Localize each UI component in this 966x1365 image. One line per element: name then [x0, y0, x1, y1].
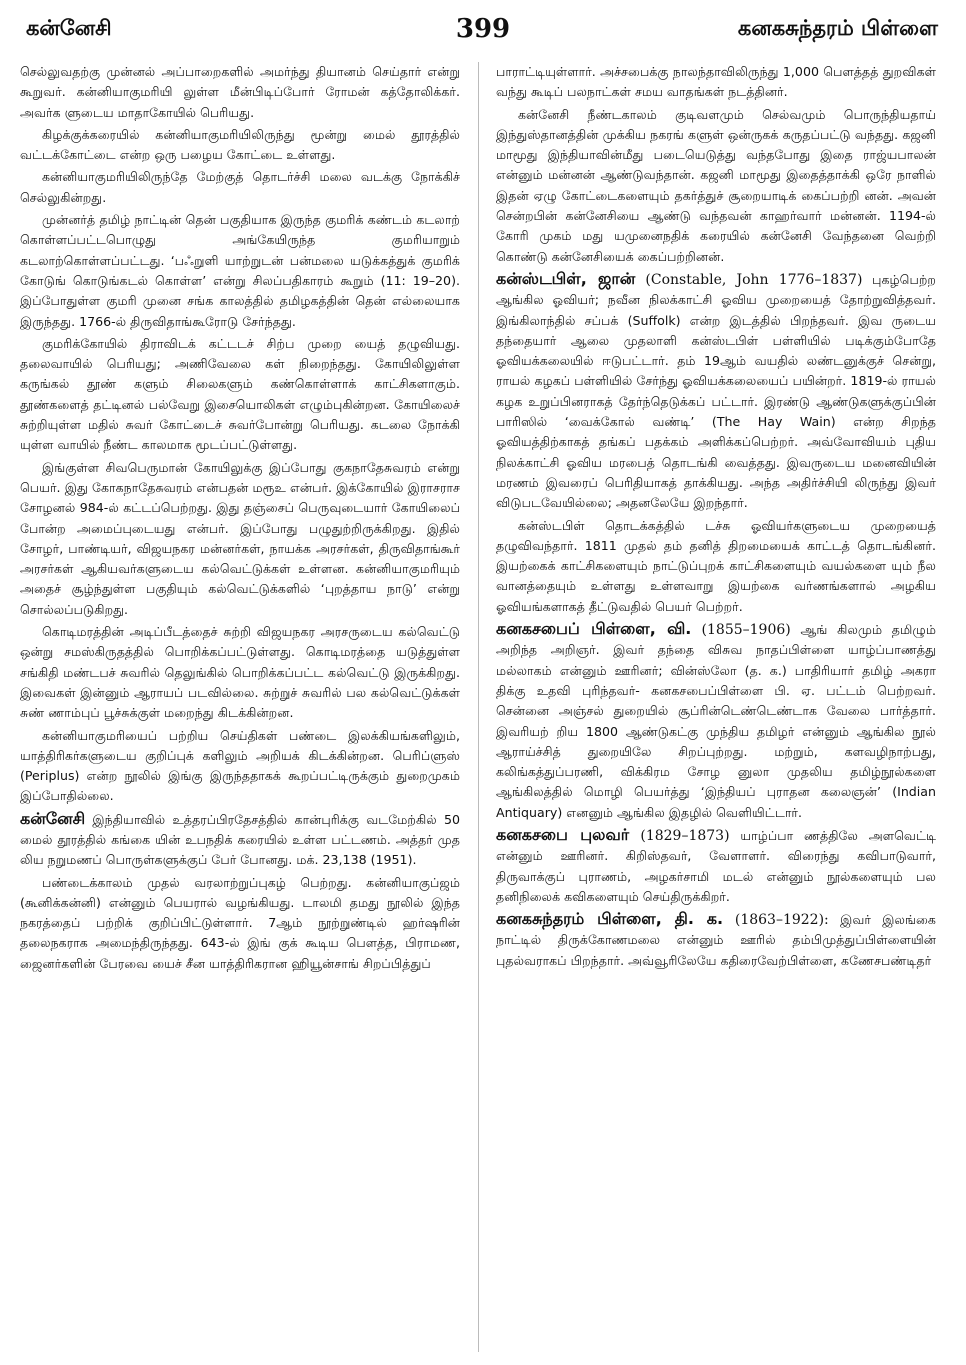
entry-headword: கன்னேசி [20, 808, 86, 828]
paragraph: பாராட்டியுள்ளார். அச்சபைக்கு நாலந்தாவிலிருந்து 1,000 பௌத்தத் துறவிகள் வந்து கூடிப் பலநாட்கள் சமய வாதங்கள் நடத்தினர். [496, 64, 936, 100]
entry-text: இவர் இலங்கை நாட்டில் திருக்கோணமலை என்னும் ஊரில் தம்பிமுத்துப்பிள்ளையின் புதல்வராகப் பிறந்தார். அவ்வூரிலேயே கதிரைவேற்பிள்ளை, கணேசபண்டிதர் [496, 912, 936, 968]
entry-text: இந்தியாவில் உத்தரப்பிரதேசத்தில் கான்புரிக்கு வடமேற்கில் 50 மைல் தூரத்தில் கங்கை யின் உபநதிக் கரையில் உள்ள பட்டணம். அத்தர் முத லிய நறுமணப் பொருள்களுக்குப் பேர் போனது. மக். 23,138 (1951). [20, 811, 460, 868]
paragraph: கன்னியாகுமரியிலிருந்தே மேற்குத் தொடர்ச்சி மலை வடக்கு நோக்கிச் செல்லுகின்றது. [20, 169, 460, 205]
entry-text: புகழ்பெற்ற ஆங்கில ஓவியர்; நவீன நிலக்காட்சி ஓவிய முறையைத் தோற்றுவித்தவர். இங்கிலாந்தில் சப்பக் (Suffolk) என்ற இடத்தில் பிறந்தவர். இவ ருடைய தந்தையார் ஆலை முதலாளி கன்ஸ்டபிள் பள்ளியில் படிக்கும்போதே ஓவியக்கலையில் ஈடுபட்டார். தம் 19ஆம் வயதில் லண்டனுக்குச் சென்று, ராயல் கழகப் பள்ளியில் சேர்ந்து ஓவியக்கலையைப் பயின்றர். 1819-ல் ராயல் கழக உறுப்பினராகத் தேர்ந்தெடுக்கப் பட்டார். இரண்டு ஆண்டுகளுக்குப்பின் பாரிஸில் ‘வைக்கோல் வண்டி’ (The Hay Wain) என்ற சிறந்த ஓவியத்திற்காகத் தங்கப் பதக்கம் அளிக்கப்பெற்றர். அவ்வோவியம் புதிய நிலக்காட்சி ஓவிய மரபைத் தொடங்கி வைத்தது. இவருடைய மனைவியின் மரணம் இவரைப் பெரிதியாகத் தாக்கியது. அந்த அதிர்ச்சியி லிருந்து இவர் விடுபடவேயில்லை; அதனலேயே இறந்தார். [496, 271, 936, 511]
paragraph: பண்டைக்காலம் முதல் வரலாற்றுப்புகழ் பெற்றது. கன்னியாகுப்ஜம் (கூனிக்கன்னி) என்னும் பெயரால் வழங்கியது. டாலமி தமது நூலில் இந்த நகரத்தைப் பற்றிக் குறிப்பிட்டுள்ளார். 7ஆம் நூற்றுண்டில் ஹர்ஷரின் தலைநகராக அமைந்திருந்தது. 643-ல் இங் குக் கூடிய பௌத்த, பிராமண, ஜைனர்களின் பேரவை யைச் சீன யாத்திரிகரான ஹியூன்சாங் சிறப்பித்துப் [20, 874, 460, 971]
entry-kannauj [20, 809, 460, 871]
entry-headword: கன்ஸ்டபிள், ஜான் [496, 268, 636, 288]
entry-constable [496, 269, 936, 514]
entry-dates: (Constable, John 1776–1837) [635, 271, 863, 288]
entry-dates: (1829–1873) [629, 827, 730, 844]
entry-kanakasabai [496, 619, 936, 823]
paragraph: குமரிக்கோயில் திராவிடக் கட்டடச் சிற்ப முறை யைத் தழுவியது. தலைவாயில் பெரியது; அணிவேலை கள் நிறைந்தது. கோயிலிலுள்ள கருங்கல் தூண் களும் சிலைகளும் கண்கொள்ளாக் காட்சிகளாகும். தூண்களைத் தட்டினல் பல்வேறு இசையொலிகள் எழும்புகின்றன. கோயிலைச் சுற்றியுள்ள மதில் சுவர் கோட்டைச் சுவர்போன்று பெரியது. கடலை நோக்கி யுள்ள வாயில் நீண்ட காலமாக மூடப்பட்டுள்ளது. [20, 335, 460, 453]
paragraph: கிழக்குக்கரையில் கன்னியாகுமரியிலிருந்து மூன்று மைல் தூரத்தில் வட்டக்கோட்டை என்ற ஒரு பழைய கோட்டை உள்ளது. [20, 126, 460, 163]
header-left-guideword: கன்னேசி [26, 16, 112, 40]
entry-kanakasundaram [496, 909, 936, 971]
header-right-guideword: கனகசுந்தரம் பிள்ளை [737, 16, 938, 40]
entry-headword: கனகசுந்தரம் பிள்ளை, தி. க. [496, 909, 724, 929]
paragraph: கன்னியாகுமரியைப் பற்றிய செய்திகள் பண்டை இலக்கியங்களிலும், யாத்திரிகர்களுடைய குறிப்புக் களிலும் அறியக் கிடக்கின்றன. பெரிப்ளுஸ் (Periplus) என்ற நூலில் இங்கு இருந்ததாகக் கூறப்பட்டிருக்கும் துறைமுகம் இப்போதில்லை. [20, 727, 460, 804]
paragraph: கன்ஸ்டபிள் தொடக்கத்தில் டச்சு ஓவியர்களுடைய முறையைத் தழுவிவந்தார். 1811 முதல் தம் தனித் திறமையைக் காட்டத் தொடங்கினர். இயற்கைக் காட்சிகளையும் நாட்டுப்புறக் காட்சிகளையும் வயல்களை யும் நீல வானத்தையும் உள்ளது உள்ளவாறு இயற்கை வர்ணங்களால் அழகிய ஓவியங்களாகத் தீட்டுவதில் பெயர் பெற்றர். [496, 517, 936, 614]
paragraph: கன்னேசி நீண்டகாலம் குடிவளமும் செல்வமும் பொருந்தியதாய் இந்துஸ்தானத்தின் முக்கிய நகரங் களுள் ஒன்ருகக் கருதப்பட்டு வந்தது. கஜனி மாமூது இந்தியாவின்மீது படையெடுத்து வந்தபோது இதை ராஜ்யபாலன் என்னும் மன்னன் ஆண்டுவந்தான். கஜனி மாமூது இதைத்தாக்கி ஒரே நாளில் இதன் ஏழு கோட்டைகளையும் தகர்த்துச் சூறையாடிக் கைப்பற்றி னன். அவன் சென்றபின் கன்னேசியை ஆண்டு வந்தவன் காஹர்வார் மன்னன். 1194-ல் கோரி முகம் மது யமுனைநதிக் கரையில் கன்னேசி வேந்தனை வெற்றி கொண்டு கன்னேசியைக் கைப்பற்றினன். [496, 106, 936, 264]
entry-pulavar [496, 825, 936, 907]
page-number: 399 [455, 14, 511, 44]
page-header [18, 14, 948, 54]
entry-headword: கனகசபை புலவர் [496, 824, 630, 844]
entry-text: யாழ்ப்பா ணத்திலே அளவெட்டி என்னும் ஊரினர். கிறிஸ்தவர், வேளாளர். விரைந்து கவிபாடுவார், திருவாக்குப் புராணம், அழகர்சாமி மடல் என்னும் நூல்களையும் பல தனிநிலைக் கவிகளையும் செய்திருக்கிறர். [496, 827, 936, 904]
entry-dates: (1863–1922): [723, 912, 829, 929]
paragraph: செல்லுவதற்கு முன்னல் அப்பாறைகளில் அமர்ந்து தியானம் செய்தார் என்று கூறுவர். கன்னியாகுமரியி லுள்ள மீன்பிடிப்போர் ரோமன் கத்தோலிக்கர். அவர்க ளுடைய மாதாகோயில் பெரியது. [20, 64, 460, 120]
entry-headword: கனகசபைப் பிள்ளை, வி. [496, 619, 692, 639]
paragraph: இங்குள்ள சிவபெருமான் கோயிலுக்கு இப்போது குகநாதேசுவரம் என்று பெயர். இது கோகநாதேசுவரம் என்பதன் மரூஉ என்பர். இக்கோயில் இராசராச சோழனல் 984-ல் கட்டப்பெற்றது. இது தஞ்சைப் பெருவுடையார் கோயிலைப் போன்ற அமைப்புடையது என்பர். இப்போது பழுதுற்றிருக்கிறது. இதில் சோழர், பாண்டியர், விஜயநகர மன்னர்கள், நாயக்க அரசர்கள், திருவிதாங்கூர் அரசர்கள் ஆகியவர்களுடைய கல்வெட்டுக்கள் உள்ளன. கன்னியாகுமரியும் அதைச் சூழ்ந்துள்ள பகுதியும் கல்வெட்டுக்களில் ‘புறத்தாய நாடு’ என்று சொல்லப்படுகிறது. [20, 459, 460, 617]
paragraph: கொடிமரத்தின் அடிப்பீடத்தைச் சுற்றி விஜயநகர அரசருடைய கல்வெட்டு ஒன்று சமஸ்கிருதத்தில் பொறிக்கப்பட்டுள்ளது. கொடிமரத்தை யடுத்துள்ள சங்கிதி மண்டபச் சுவரில் தெலுங்கில் பொறிக்கப்பட்ட கல்வெட்டு இருக்கிறது. இவைகள் இன்னும் ஆராயப் படவில்லை. சுற்றுச் சுவரில் பல கல்வெட்டுக்கள் சுண் ணாம்புப் பூச்சுக்குள் மறைந்து கிடக்கின்றன. [20, 624, 460, 721]
paragraph: முன்னர்த் தமிழ் நாட்டின் தென் பகுதியாக இருந்த குமரிக் கண்டம் கடலாற் கொள்ளப்பட்டபொழுது அங்கேயிருந்த குமரியாறும் கடலாற்கொள்ளப்பட்டது. ‘பஃறுளி யாற்றுடன் பன்மலை யடுக்கத்துக் குமரிக் கோடுங் கொடுங்கடல் கொள்ள’ என்று சிலப்பதிகாரம் கூறும் (11: 19–20). இப்போதுள்ள குமரி முனை சங்க காலத்தில் தமிழகத்தின் தென் எல்லையாக இருந்தது. 1766-ல் திருவிதாங்கூரோடு சேர்ந்தது. [20, 212, 460, 329]
left-column [20, 62, 460, 1352]
right-column [496, 62, 936, 1352]
entry-dates: (1855–1906) [691, 622, 791, 639]
column-divider [478, 62, 479, 1352]
entry-text: ஆங் கிலமும் தமிழும் அறிந்த அறிஞர். இவர் தந்தை விசுவ நாதப்பிள்ளை யாழ்ப்பாணத்து மல்லாகம் என்னும் ஊரினர்; வின்ஸ்லோ (த. க.) பாதிரியார் தமிழ் அகரா திக்கு உதவி புரிந்தவர்- கனகசபைப்பிள்ளை பி. ஏ. பட்டம் பெற்றவர். சென்னை அஞ்சல் துறையில் சூப்ரின்டெண்டெண்டாக வேலை பார்த்தார். இவரியற் றிய 1800 ஆண்டுகட்கு முந்திய தமிழர் என்னும் ஆங்கில நூல் ஆராய்ச்சித் துறையிலே சிறப்புற்றது. மற்றும், களவழிநாற்பது, கலிங்கத்துப்பரணி, விக்கிரம சோழ னுலா முதலிய தமிழ்நூல்களை ஆங்கிலத்தில் மொழி பெயர்த்து ‘இந்தியப் புராதன கலைஞன்’ (Indian Antiquary) எனனும் ஆங்கில இதழில் வெளியிட்டார். [496, 622, 936, 820]
